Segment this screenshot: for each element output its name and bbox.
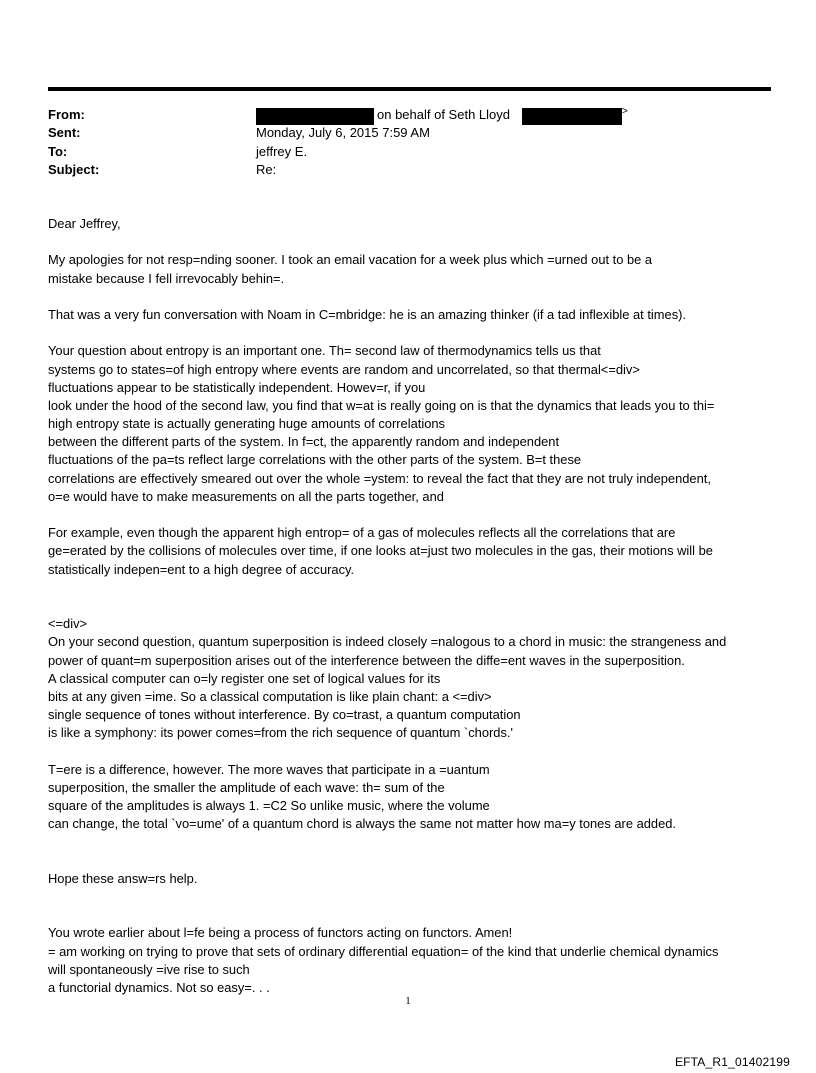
body-line: Hope these answ=rs help.: [48, 870, 198, 886]
body-line: can change, the total `vo=ume' of a quantum chord is always the same not matter how ma=y tones are added.: [48, 816, 677, 832]
to-value: jeffrey E.: [256, 144, 308, 159]
body-line: single sequence of tones without interference. By co=trast, a quantum computation: [48, 707, 521, 723]
paragraph-difference: [48, 761, 778, 834]
body-line: You wrote earlier about l=fe being a process of functors acting on functors. Amen!: [48, 925, 513, 941]
paragraph-entropy: [48, 342, 778, 506]
from-label: From:: [48, 107, 85, 122]
email-body: [48, 215, 778, 997]
to-label: To:: [48, 144, 68, 159]
paragraph-noam: [48, 306, 778, 324]
body-line: A classical computer can o=ly register one set of logical values for its: [48, 670, 441, 686]
body-line: fluctuations of the pa=ts reflect large correlations with the other parts of the system. B=t these: [48, 452, 582, 468]
body-line: between the different parts of the system. In f=ct, the apparently random and independent: [48, 434, 560, 450]
body-line: On your second question, quantum superposition is indeed closely =nalogous to a chord in music: the strangeness and: [48, 634, 727, 650]
paragraph-apology: [48, 251, 778, 287]
body-line: power of quant=m superposition arises out of the interference between the diffe=ent waves in the superposition.: [48, 652, 685, 668]
body-line: a functorial dynamics. Not so easy=. . .: [48, 979, 270, 995]
from-value: on behalf of Seth Lloyd: [377, 107, 510, 122]
redaction-block: [522, 108, 622, 125]
body-line: is like a symphony: its power comes=from the rich sequence of quantum `chords.': [48, 725, 513, 741]
subject-label: Subject:: [48, 162, 100, 177]
greeting: Dear Jeffrey,: [48, 216, 121, 231]
document-id: EFTA_R1_01402199: [674, 1055, 790, 1069]
body-line: correlations are effectively smeared out over the whole =ystem: to reveal the fact that they are not truly independent,: [48, 470, 711, 486]
paragraph-functors: [48, 924, 778, 997]
body-line: look under the hood of the second law, you find that w=at is really going on is that the dynamics that leads you to thi=: [48, 397, 715, 413]
redaction-block: [256, 108, 374, 125]
body-line: T=ere is a difference, however. The more waves that participate in a =uantum: [48, 761, 490, 777]
body-line: superposition, the smaller the amplitude of each wave: th= sum of the: [48, 779, 445, 795]
body-line: Your question about entropy is an important one. Th= second law of thermodynamics tells us that: [48, 343, 601, 359]
body-line: will spontaneously =ive rise to such: [48, 961, 250, 977]
paragraph-superposition: [48, 615, 778, 742]
body-line: For example, even though the apparent high entrop= of a gas of molecules reflects all the correlations that are: [48, 525, 676, 541]
paragraph-hope: [48, 870, 778, 888]
body-line: = am working on trying to prove that sets of ordinary differential equation= of the kind that underlie chemical dynamics: [48, 943, 719, 959]
paragraph-example: [48, 524, 778, 579]
body-line: square of the amplitudes is always 1. =C2 So unlike music, where the volume: [48, 798, 490, 813]
body-line: That was a very fun conversation with Noam in C=mbridge: he is an amazing thinker (if a tad inflexible at times).: [48, 306, 687, 322]
from-trailing: >: [622, 106, 628, 117]
body-line: statistically indepen=ent to a high degree of accuracy.: [48, 561, 355, 577]
body-line: fluctuations appear to be statistically independent. Howev=r, if you: [48, 379, 426, 395]
body-line: mistake because I fell irrevocably behin=.: [48, 270, 285, 286]
header-rule: [48, 87, 771, 91]
sent-label: Sent:: [48, 125, 81, 140]
body-line: bits at any given =ime. So a classical computation is like plain chant: a <=div>: [48, 688, 492, 704]
body-line: o=e would have to make measurements on all the parts together, and: [48, 488, 444, 504]
body-line: My apologies for not resp=nding sooner. I took an email vacation for a week plus which =urned out to be a: [48, 252, 653, 268]
body-line: <=div>: [48, 616, 88, 632]
page-number: 1: [405, 995, 411, 1007]
body-line: ge=erated by the collisions of molecules over time, if one looks at=just two molecules in the gas, their motions will be: [48, 543, 713, 559]
sent-value: Monday, July 6, 2015 7:59 AM: [256, 125, 430, 140]
subject-value: Re:: [256, 162, 277, 177]
body-line: high entropy state is actually generating huge amounts of correlations: [48, 416, 445, 432]
body-line: systems go to states=of high entropy where events are random and uncorrelated, so that thermal<=div>: [48, 361, 640, 377]
